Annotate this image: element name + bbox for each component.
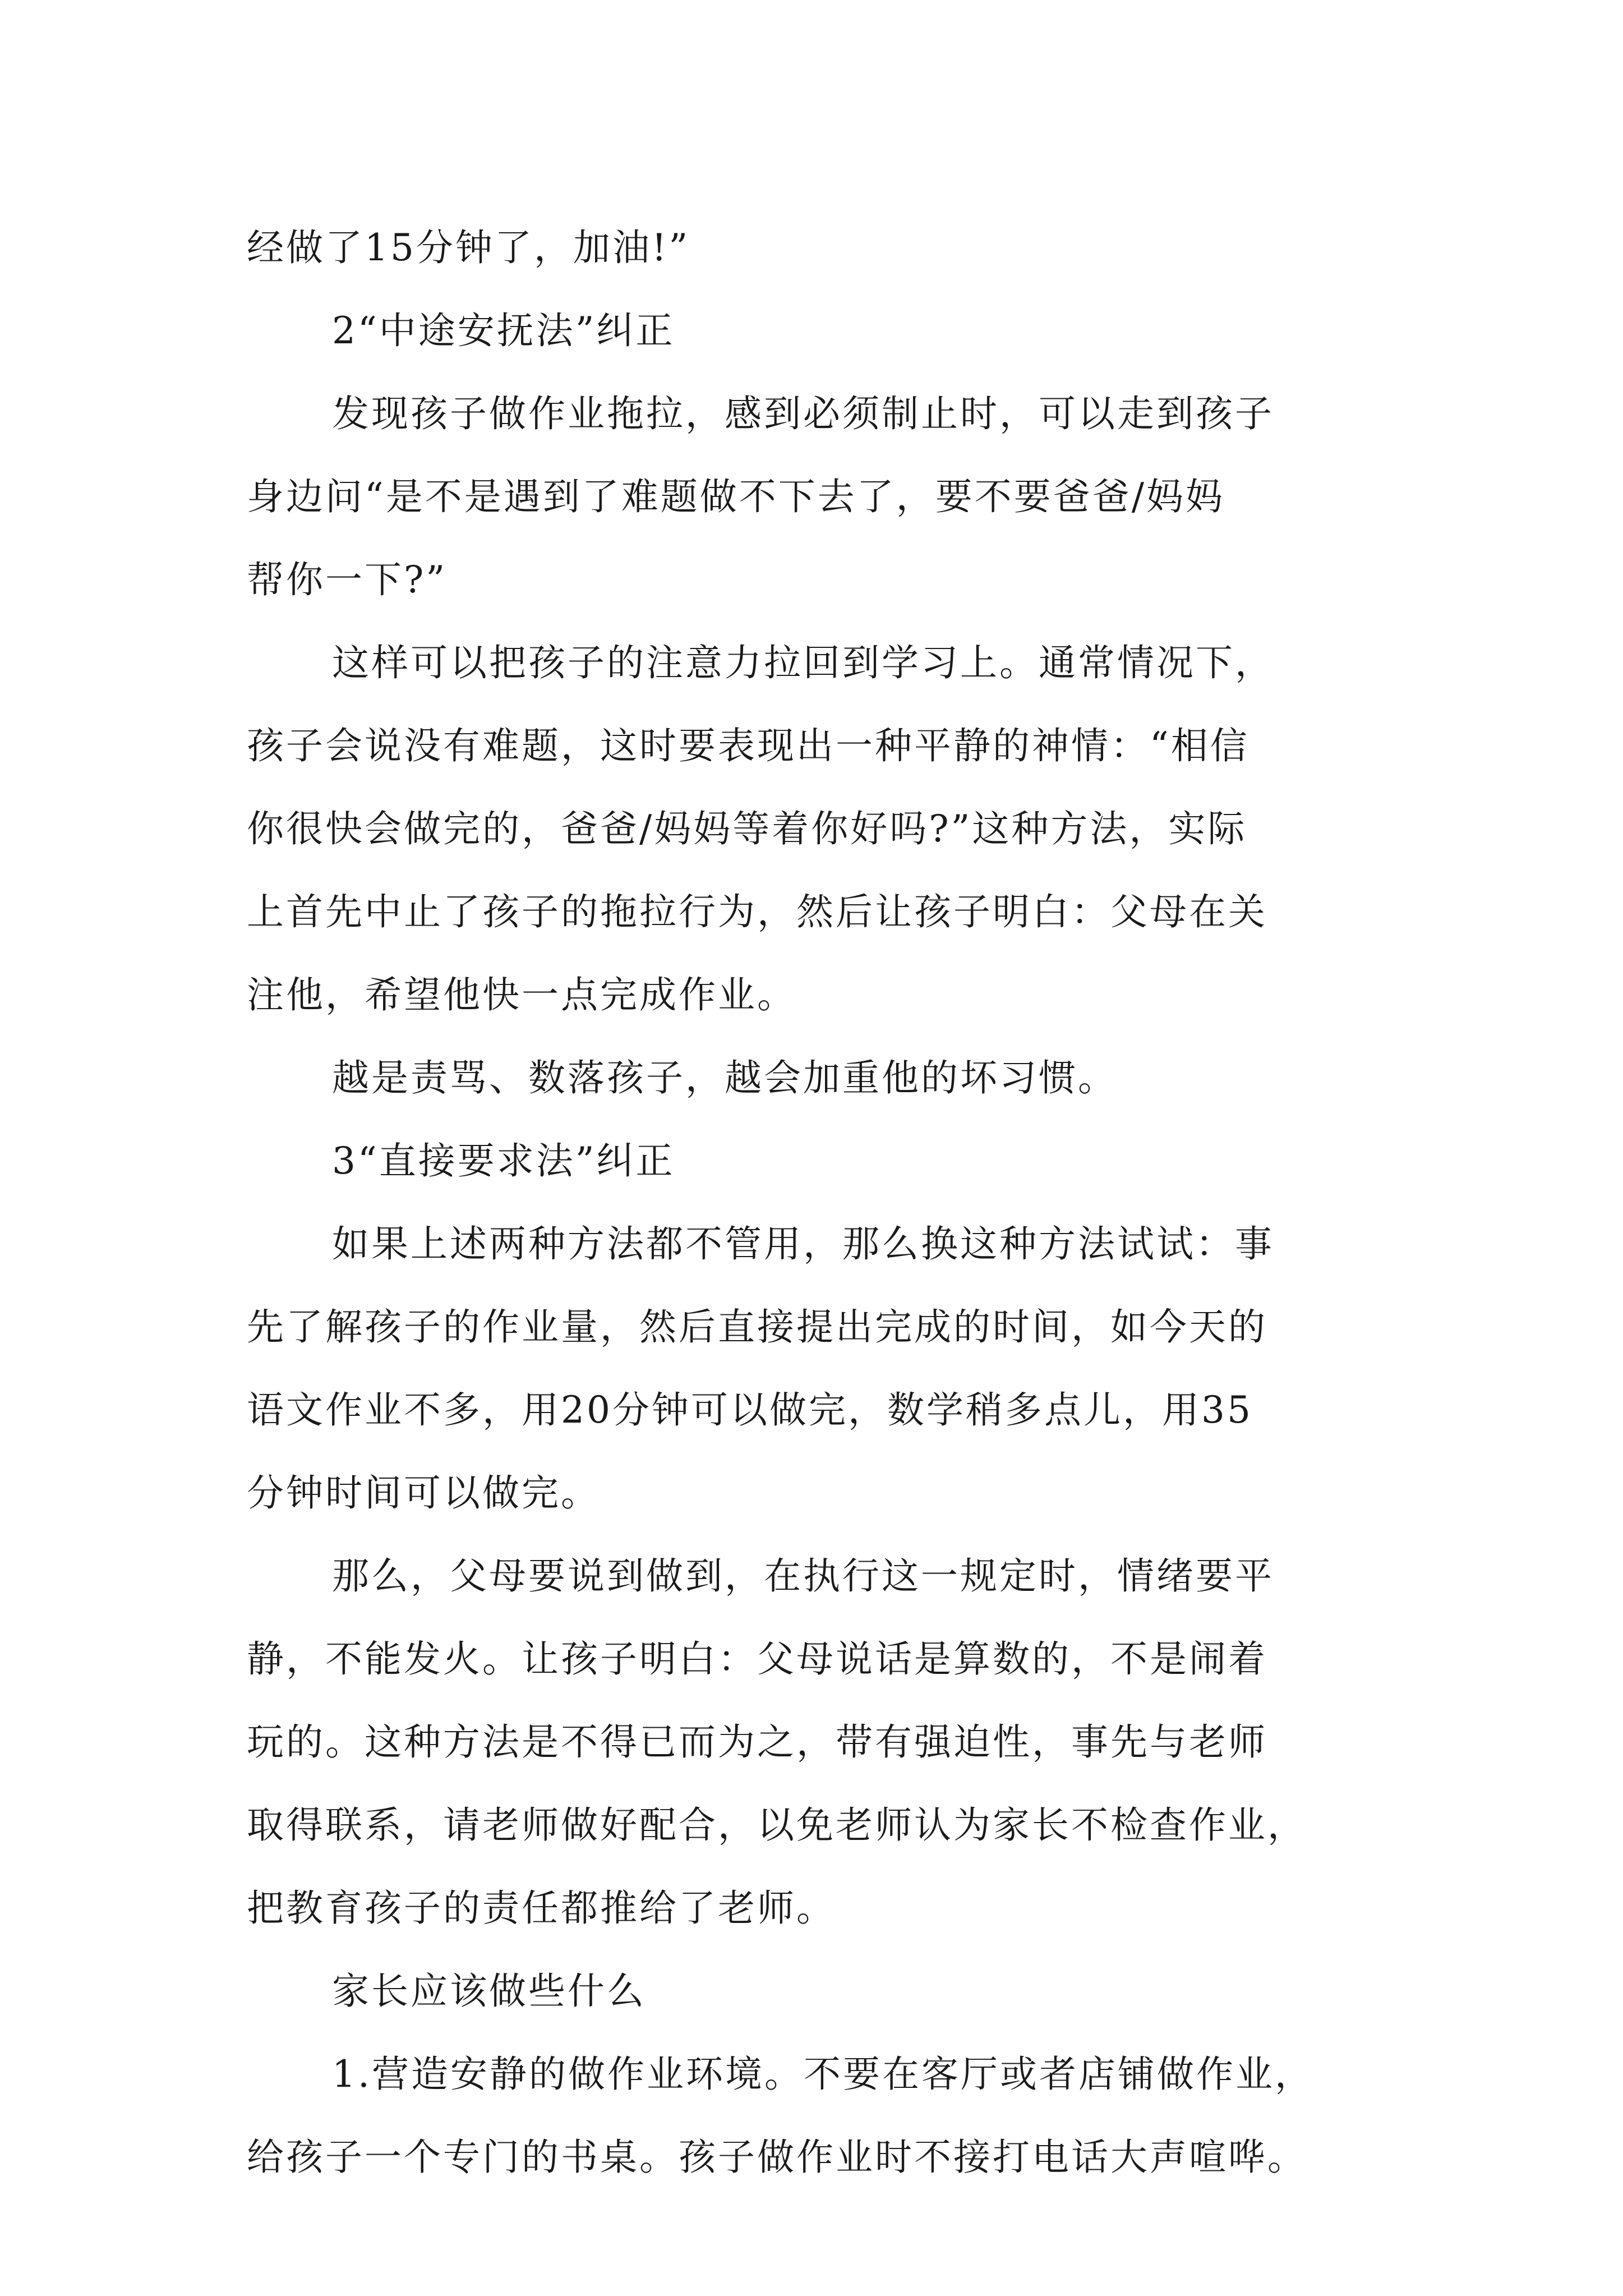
text-line: 孩子会说没有难题，这时要表现出一种平静的神情：“相信 [247, 724, 1249, 767]
text-line: 如果上述两种方法都不管用，那么换这种方法试试：事 [332, 1222, 1274, 1266]
text-line: 你很快会做完的，爸爸/妈妈等着你好吗?”这种方法，实际 [247, 807, 1247, 850]
text-line: 把教育孩子的责任都推给了老师。 [247, 1887, 836, 1930]
text-line: 1.营造安静的做作业环境。不要在客厅或者店铺做作业， [332, 2053, 1314, 2096]
text-line: 那么，父母要说到做到，在执行这一规定时，情绪要平 [332, 1554, 1274, 1598]
text-line: 静，不能发火。让孩子明白：父母说话是算数的，不是闹着 [247, 1637, 1267, 1681]
section-heading: 家长应该做些什么 [332, 1970, 646, 2013]
text-line: 帮你一下?” [247, 558, 448, 601]
section-heading: 2“中途安抚法”纠正 [332, 309, 675, 352]
text-line: 语文作业不多，用20分钟可以做完，数学稍多点儿，用35 [247, 1388, 1253, 1432]
text-line: 经做了15分钟了，加油!” [247, 226, 690, 269]
section-heading: 3“直接要求法”纠正 [332, 1139, 675, 1182]
text-line: 玩的。这种方法是不得已而为之，带有强迫性，事先与老师 [247, 1720, 1267, 1764]
text-line: 这样可以把孩子的注意力拉回到学习上。通常情况下， [332, 641, 1274, 684]
text-line: 给孩子一个专门的书桌。孩子做作业时不接打电话大声喧哗。 [247, 2136, 1307, 2179]
text-line: 注他，希望他快一点完成作业。 [247, 973, 796, 1016]
text-line: 身边问“是不是遇到了难题做不下去了，要不要爸爸/妈妈 [247, 475, 1225, 518]
text-line: 越是责骂、数落孩子，越会加重他的坏习惯。 [332, 1056, 1117, 1099]
text-line: 上首先中止了孩子的拖拉行为，然后让孩子明白：父母在关 [247, 890, 1267, 933]
text-line: 分钟时间可以做完。 [247, 1471, 600, 1515]
text-line: 发现孩子做作业拖拉，感到必须制止时，可以走到孩子 [332, 392, 1274, 435]
document-body [247, 206, 1391, 2199]
text-line: 取得联系，请老师做好配合，以免老师认为家长不检查作业， [247, 1803, 1307, 1847]
text-line: 先了解孩子的作业量，然后直接提出完成的时间，如今天的 [247, 1305, 1267, 1349]
